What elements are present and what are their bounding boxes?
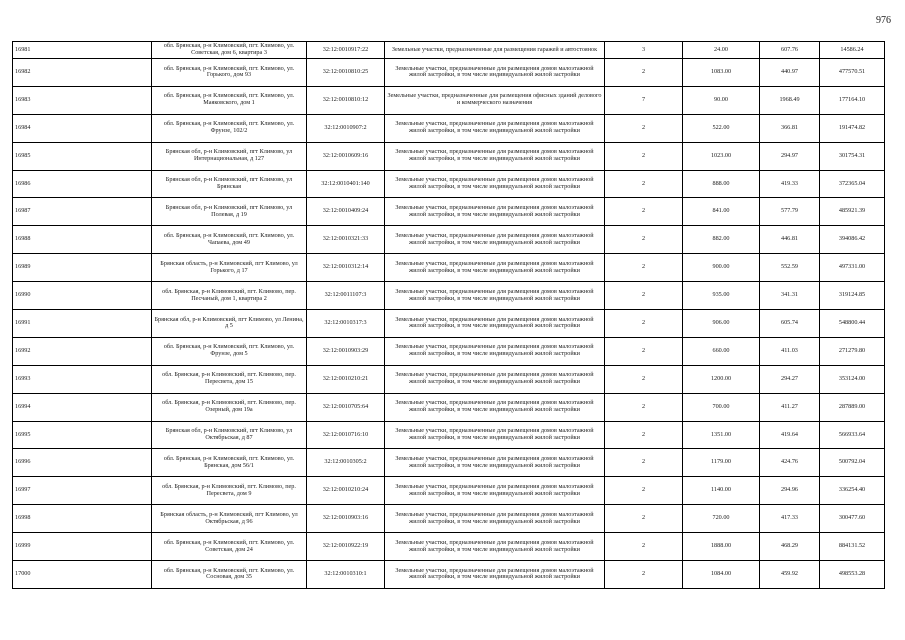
address-cell: обл. Брянская, р-н Климовский, пгт. Климово, ул. Фрунзе, дом 5 (152, 337, 307, 365)
use-group-cell: 2 (605, 170, 683, 198)
address-cell: обл. Брянская, р-н Климовский, пгт. Климово, ул. Горького, дом 93 (152, 59, 307, 87)
row-number: 16992 (13, 337, 152, 365)
use-group-cell: 2 (605, 477, 683, 505)
use-group-cell: 2 (605, 282, 683, 310)
cadastral-number-cell: 32:12:0010609:16 (307, 142, 385, 170)
cadastral-number-cell: 32:12:0010210:21 (307, 365, 385, 393)
specific-value-cell: 468.29 (760, 533, 820, 561)
table-row (13, 42, 885, 59)
land-use-cell: Земельные участки, предназначенные для размещения офисных зданий делового и коммерческого назначения (385, 86, 605, 114)
use-group-cell: 2 (605, 505, 683, 533)
cadastral-number-cell: 32:12:0010321:33 (307, 226, 385, 254)
land-use-cell: Земельные участки, предназначенные для размещения домов малоэтажной жилой застройки, в том числе индивидуальной жилой застройки (385, 365, 605, 393)
table-row (13, 114, 885, 142)
land-use-cell: Земельные участки, предназначенные для размещения домов малоэтажной жилой застройки, в том числе индивидуальной жилой застройки (385, 114, 605, 142)
table-row (13, 198, 885, 226)
cadastral-value-cell: 300477.60 (820, 505, 885, 533)
area-cell: 522.00 (683, 114, 760, 142)
cadastral-number-cell: 32:12:0010409:24 (307, 198, 385, 226)
cadastral-number-cell: 32:12:0010312:14 (307, 254, 385, 282)
land-use-cell: Земельные участки, предназначенные для размещения домов малоэтажной жилой застройки, в том числе индивидуальной жилой застройки (385, 254, 605, 282)
land-use-cell: Земельные участки, предназначенные для размещения гаражей и автостоянок (385, 42, 605, 59)
use-group-cell: 3 (605, 42, 683, 59)
cadastral-value-cell: 319124.85 (820, 282, 885, 310)
table-row (13, 142, 885, 170)
use-group-cell: 2 (605, 393, 683, 421)
specific-value-cell: 294.96 (760, 477, 820, 505)
cadastral-number-cell: 32:12:0010810:25 (307, 59, 385, 87)
area-cell: 1888.00 (683, 533, 760, 561)
address-cell: обл. Брянская, р-н Климовский, пгт. Климово, пер. Песчаный, дом 1, квартира 2 (152, 282, 307, 310)
area-cell: 1083.00 (683, 59, 760, 87)
use-group-cell: 2 (605, 561, 683, 589)
area-cell: 841.00 (683, 198, 760, 226)
use-group-cell: 2 (605, 254, 683, 282)
area-cell: 1179.00 (683, 449, 760, 477)
row-number: 16981 (13, 42, 152, 59)
address-cell: Брянская обл, р-н Климовский, пгт Климово, ул Полевая, д 19 (152, 198, 307, 226)
table-row (13, 533, 885, 561)
cadastral-value-cell: 301754.31 (820, 142, 885, 170)
row-number: 16984 (13, 114, 152, 142)
cadastral-value-cell: 191474.82 (820, 114, 885, 142)
table-row (13, 226, 885, 254)
table-row (13, 254, 885, 282)
table-body (13, 42, 885, 589)
row-number: 16996 (13, 449, 152, 477)
table-row (13, 86, 885, 114)
specific-value-cell: 411.27 (760, 393, 820, 421)
area-cell: 935.00 (683, 282, 760, 310)
use-group-cell: 2 (605, 226, 683, 254)
cadastral-number-cell: 32:12:0010810:12 (307, 86, 385, 114)
land-use-cell: Земельные участки, предназначенные для размещения домов малоэтажной жилой застройки, в том числе индивидуальной жилой застройки (385, 477, 605, 505)
table-row (13, 170, 885, 198)
address-cell: Брянская обл, р-н Климовский, пгт Климово, ул Ленина, д 5 (152, 310, 307, 338)
area-cell: 900.00 (683, 254, 760, 282)
row-number: 17000 (13, 561, 152, 589)
cadastral-number-cell: 32:12:0010210:24 (307, 477, 385, 505)
land-use-cell: Земельные участки, предназначенные для размещения домов малоэтажной жилой застройки, в том числе индивидуальной жилой застройки (385, 142, 605, 170)
address-cell: Брянская обл, р-н Климовский, пгт Климово, ул Октябрьская, д 87 (152, 421, 307, 449)
cadastral-value-cell: 353124.00 (820, 365, 885, 393)
cadastral-value-cell: 394086.42 (820, 226, 885, 254)
page-number: 976 (876, 15, 891, 26)
cadastral-number-cell: 32:12:0010903:29 (307, 337, 385, 365)
specific-value-cell: 607.76 (760, 42, 820, 59)
specific-value-cell: 417.33 (760, 505, 820, 533)
row-number: 16991 (13, 310, 152, 338)
land-registry-table (12, 41, 885, 589)
table-row (13, 505, 885, 533)
area-cell: 90.00 (683, 86, 760, 114)
land-use-cell: Земельные участки, предназначенные для размещения домов малоэтажной жилой застройки, в том числе индивидуальной жилой застройки (385, 226, 605, 254)
cadastral-value-cell: 372365.04 (820, 170, 885, 198)
cadastral-value-cell: 497331.00 (820, 254, 885, 282)
use-group-cell: 7 (605, 86, 683, 114)
address-cell: Брянская обл, р-н Климовский, пгт Климово, ул Интернациональная, д 127 (152, 142, 307, 170)
address-cell: обл. Брянская, р-н Климовский, пгт. Климово, ул. Советская, дом 24 (152, 533, 307, 561)
specific-value-cell: 577.79 (760, 198, 820, 226)
cadastral-value-cell: 500792.04 (820, 449, 885, 477)
specific-value-cell: 440.97 (760, 59, 820, 87)
cadastral-number-cell: 32:12:0010401:140 (307, 170, 385, 198)
row-number: 16989 (13, 254, 152, 282)
land-use-cell: Земельные участки, предназначенные для размещения домов малоэтажной жилой застройки, в том числе индивидуальной жилой застройки (385, 449, 605, 477)
address-cell: обл. Брянская, р-н Климовский, пгт. Климово, ул. Чапаева, дом 49 (152, 226, 307, 254)
row-number: 16998 (13, 505, 152, 533)
row-number: 16983 (13, 86, 152, 114)
specific-value-cell: 605.74 (760, 310, 820, 338)
row-number: 16994 (13, 393, 152, 421)
table-row (13, 449, 885, 477)
cadastral-value-cell: 548800.44 (820, 310, 885, 338)
use-group-cell: 2 (605, 421, 683, 449)
row-number: 16987 (13, 198, 152, 226)
table-row (13, 365, 885, 393)
row-number: 16986 (13, 170, 152, 198)
cadastral-value-cell: 177164.10 (820, 86, 885, 114)
address-cell: обл. Брянская, р-н Климовский, пгт. Климово, пер. Пересвета, дом 15 (152, 365, 307, 393)
table-row (13, 477, 885, 505)
use-group-cell: 2 (605, 337, 683, 365)
cadastral-number-cell: 32:12:0010903:16 (307, 505, 385, 533)
row-number: 16982 (13, 59, 152, 87)
land-use-cell: Земельные участки, предназначенные для размещения домов малоэтажной жилой застройки, в том числе индивидуальной жилой застройки (385, 198, 605, 226)
address-cell: Брянская область, р-н Климовский, пгт Климово, ул Горького, д 17 (152, 254, 307, 282)
address-cell: Брянская область, р-н Климовский, пгт Климово, ул Октябрьская, д 96 (152, 505, 307, 533)
area-cell: 1023.00 (683, 142, 760, 170)
use-group-cell: 2 (605, 533, 683, 561)
use-group-cell: 2 (605, 59, 683, 87)
cadastral-value-cell: 477570.51 (820, 59, 885, 87)
cadastral-value-cell: 498553.28 (820, 561, 885, 589)
land-use-cell: Земельные участки, предназначенные для размещения домов малоэтажной жилой застройки, в том числе индивидуальной жилой застройки (385, 505, 605, 533)
cadastral-number-cell: 32:12:0011107:3 (307, 282, 385, 310)
use-group-cell: 2 (605, 142, 683, 170)
area-cell: 1351.00 (683, 421, 760, 449)
address-cell: обл. Брянская, р-н Климовский, пгт. Климово, пер. Пересвета, дом 9 (152, 477, 307, 505)
area-cell: 700.00 (683, 393, 760, 421)
cadastral-value-cell: 271279.80 (820, 337, 885, 365)
cadastral-value-cell: 336254.40 (820, 477, 885, 505)
table-row (13, 310, 885, 338)
address-cell: Брянская обл, р-н Климовский, пгт Климово, ул Брянская (152, 170, 307, 198)
table-row (13, 421, 885, 449)
specific-value-cell: 419.33 (760, 170, 820, 198)
land-use-cell: Земельные участки, предназначенные для размещения домов малоэтажной жилой застройки, в том числе индивидуальной жилой застройки (385, 170, 605, 198)
area-cell: 24.00 (683, 42, 760, 59)
address-cell: обл. Брянская, р-н Климовский, пгт. Климово, ул. Маяковского, дом 1 (152, 86, 307, 114)
land-use-cell: Земельные участки, предназначенные для размещения домов малоэтажной жилой застройки, в том числе индивидуальной жилой застройки (385, 421, 605, 449)
cadastral-number-cell: 32:12:0010917:22 (307, 42, 385, 59)
use-group-cell: 2 (605, 198, 683, 226)
address-cell: обл. Брянская, р-н Климовский, пгт. Климово, ул. Брянская, дом 56/1 (152, 449, 307, 477)
use-group-cell: 2 (605, 114, 683, 142)
row-number: 16997 (13, 477, 152, 505)
use-group-cell: 2 (605, 449, 683, 477)
cadastral-number-cell: 32:12:0010310:1 (307, 561, 385, 589)
cadastral-value-cell: 485921.39 (820, 198, 885, 226)
specific-value-cell: 424.76 (760, 449, 820, 477)
use-group-cell: 2 (605, 310, 683, 338)
address-cell: обл. Брянская, р-н Климовский, пгт. Климово, ул. Фрунзе, 102/2 (152, 114, 307, 142)
land-use-cell: Земельные участки, предназначенные для размещения домов малоэтажной жилой застройки, в том числе индивидуальной жилой застройки (385, 310, 605, 338)
cadastral-number-cell: 32:12:0010705:64 (307, 393, 385, 421)
area-cell: 906.00 (683, 310, 760, 338)
address-cell: обл. Брянская, р-н Климовский, пгт. Климово, пер. Озерный, дом 19а (152, 393, 307, 421)
specific-value-cell: 1968.49 (760, 86, 820, 114)
table-row (13, 337, 885, 365)
specific-value-cell: 294.97 (760, 142, 820, 170)
specific-value-cell: 341.31 (760, 282, 820, 310)
area-cell: 660.00 (683, 337, 760, 365)
address-cell: обл. Брянская, р-н Климовский, пгт. Климово, ул. Сосновая, дом 35 (152, 561, 307, 589)
land-use-cell: Земельные участки, предназначенные для размещения домов малоэтажной жилой застройки, в том числе индивидуальной жилой застройки (385, 561, 605, 589)
cadastral-value-cell: 287889.00 (820, 393, 885, 421)
cadastral-value-cell: 884131.52 (820, 533, 885, 561)
land-use-cell: Земельные участки, предназначенные для размещения домов малоэтажной жилой застройки, в том числе индивидуальной жилой застройки (385, 393, 605, 421)
area-cell: 720.00 (683, 505, 760, 533)
specific-value-cell: 459.92 (760, 561, 820, 589)
cadastral-number-cell: 32:12:0010716:10 (307, 421, 385, 449)
area-cell: 882.00 (683, 226, 760, 254)
area-cell: 888.00 (683, 170, 760, 198)
specific-value-cell: 366.81 (760, 114, 820, 142)
address-cell: обл. Брянская, р-н Климовский, пгт. Климово, ул. Советская, дом 6, квартира 3 (152, 42, 307, 59)
specific-value-cell: 419.64 (760, 421, 820, 449)
row-number: 16995 (13, 421, 152, 449)
specific-value-cell: 552.59 (760, 254, 820, 282)
table-row (13, 59, 885, 87)
table-row (13, 393, 885, 421)
cadastral-number-cell: 32:12:0010305:2 (307, 449, 385, 477)
use-group-cell: 2 (605, 365, 683, 393)
area-cell: 1140.00 (683, 477, 760, 505)
row-number: 16988 (13, 226, 152, 254)
row-number: 16999 (13, 533, 152, 561)
table-row (13, 282, 885, 310)
specific-value-cell: 411.03 (760, 337, 820, 365)
area-cell: 1084.00 (683, 561, 760, 589)
land-use-cell: Земельные участки, предназначенные для размещения домов малоэтажной жилой застройки, в том числе индивидуальной жилой застройки (385, 533, 605, 561)
area-cell: 1200.00 (683, 365, 760, 393)
cadastral-value-cell: 566933.64 (820, 421, 885, 449)
land-use-cell: Земельные участки, предназначенные для размещения домов малоэтажной жилой застройки, в том числе индивидуальной жилой застройки (385, 59, 605, 87)
row-number: 16993 (13, 365, 152, 393)
row-number: 16985 (13, 142, 152, 170)
specific-value-cell: 446.81 (760, 226, 820, 254)
specific-value-cell: 294.27 (760, 365, 820, 393)
land-use-cell: Земельные участки, предназначенные для размещения домов малоэтажной жилой застройки, в том числе индивидуальной жилой застройки (385, 337, 605, 365)
cadastral-number-cell: 32:12:0010922:19 (307, 533, 385, 561)
land-use-cell: Земельные участки, предназначенные для размещения домов малоэтажной жилой застройки, в том числе индивидуальной жилой застройки (385, 282, 605, 310)
table-row (13, 561, 885, 589)
cadastral-value-cell: 14586.24 (820, 42, 885, 59)
cadastral-number-cell: 32:12:0010907:2 (307, 114, 385, 142)
cadastral-number-cell: 32:12:0010317:3 (307, 310, 385, 338)
row-number: 16990 (13, 282, 152, 310)
